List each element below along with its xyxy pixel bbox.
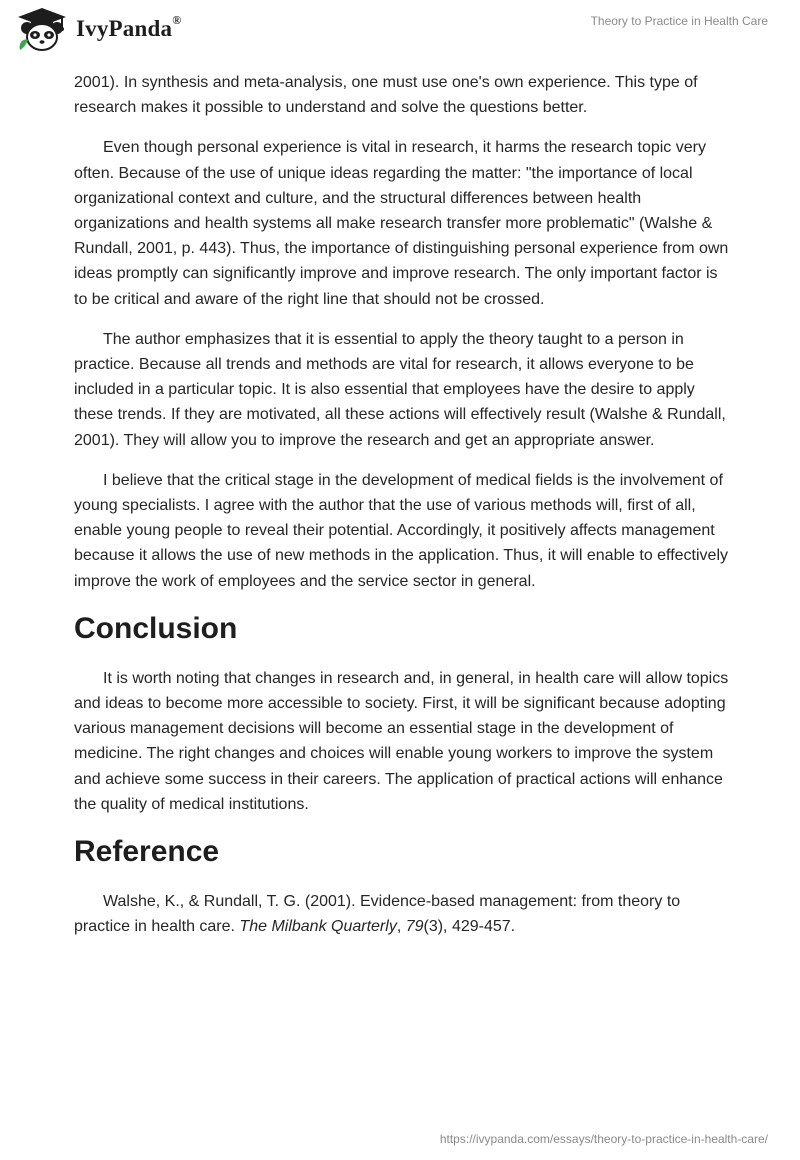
conclusion-heading: Conclusion	[74, 611, 238, 645]
reference-journal: The Milbank Quarterly	[239, 918, 397, 936]
paragraph-theory-practice: The author emphasizes that it is essential to apply the theory taught to a person in practice. Because all trends and methods are vital for research, it allows everyone to be included in a particular topic. It is also essential that employees have the desire to apply these trends. If they are motivated, all these actions will effectively result (Walshe & Rundall, 2001). They will allow you to improve the research and get an appropriate answer.	[74, 330, 726, 449]
brand-name	[76, 13, 182, 42]
conclusion-paragraph: It is worth noting that changes in research and, in general, in health care will allow topics and ideas to become more accessible to society. First, it will be significant because adopting various management decisions will become an essential stage in the development of medicine. The right changes and choices will enable young workers to improve the system and achieve some success in their careers. The application of practical actions will enhance the quality of medical institutions.	[74, 669, 729, 813]
source-url[interactable]: https://ivypanda.com/essays/theory-to-practice-in-health-care/	[439, 1132, 768, 1146]
reference-authors-title: Walshe, K., & Rundall, T. G. (2001). Evidence-based management: from theory to practice in health care.	[74, 893, 681, 936]
reference-entry	[74, 889, 734, 939]
reference-issue-pages: (3), 429-457.	[423, 918, 516, 936]
paragraph-personal-experience: Even though personal experience is vital in research, it harms the research topic very often. Because of the use of unique ideas regarding the matter: "the importance of local organizational context and culture, and the structural differences between health organizations and health systems all make research transfer more problematic" (Walshe & Rundall, 2001, p. 443). Thus, the importance of distinguishing personal experience from own ideas promptly can significantly improve and improve research. The only important factor is to be critical and aware of the right line that should not be crossed.	[74, 139, 729, 308]
reference-heading: Reference	[74, 835, 220, 869]
brand-name-text: IvyPanda	[76, 16, 173, 41]
page-header	[0, 0, 800, 70]
reference-volume: 79	[405, 918, 424, 936]
paragraph-young-specialists: I believe that the critical stage in the development of medical fields is the involvement of young specialists. I agree with the author that the use of various methods will, first of all, enable young people to reveal their potential. Accordingly, it positively affects management because it allows the use of new methods in the application. Thus, it will enable to effectively improve the work of employees and the service sector in general.	[74, 471, 729, 590]
brand-logo[interactable]	[14, 6, 181, 52]
document-title: Theory to Practice in Health Care	[590, 14, 768, 28]
paragraph-continued: 2001). In synthesis and meta-analysis, one must use one's own experience. This type of research makes it possible to understand and solve the questions better.	[74, 74, 698, 117]
registered-mark: ®	[172, 13, 182, 28]
article-body	[74, 70, 734, 954]
reference-separator: ,	[396, 918, 406, 936]
panda-graduate-icon	[14, 6, 70, 52]
